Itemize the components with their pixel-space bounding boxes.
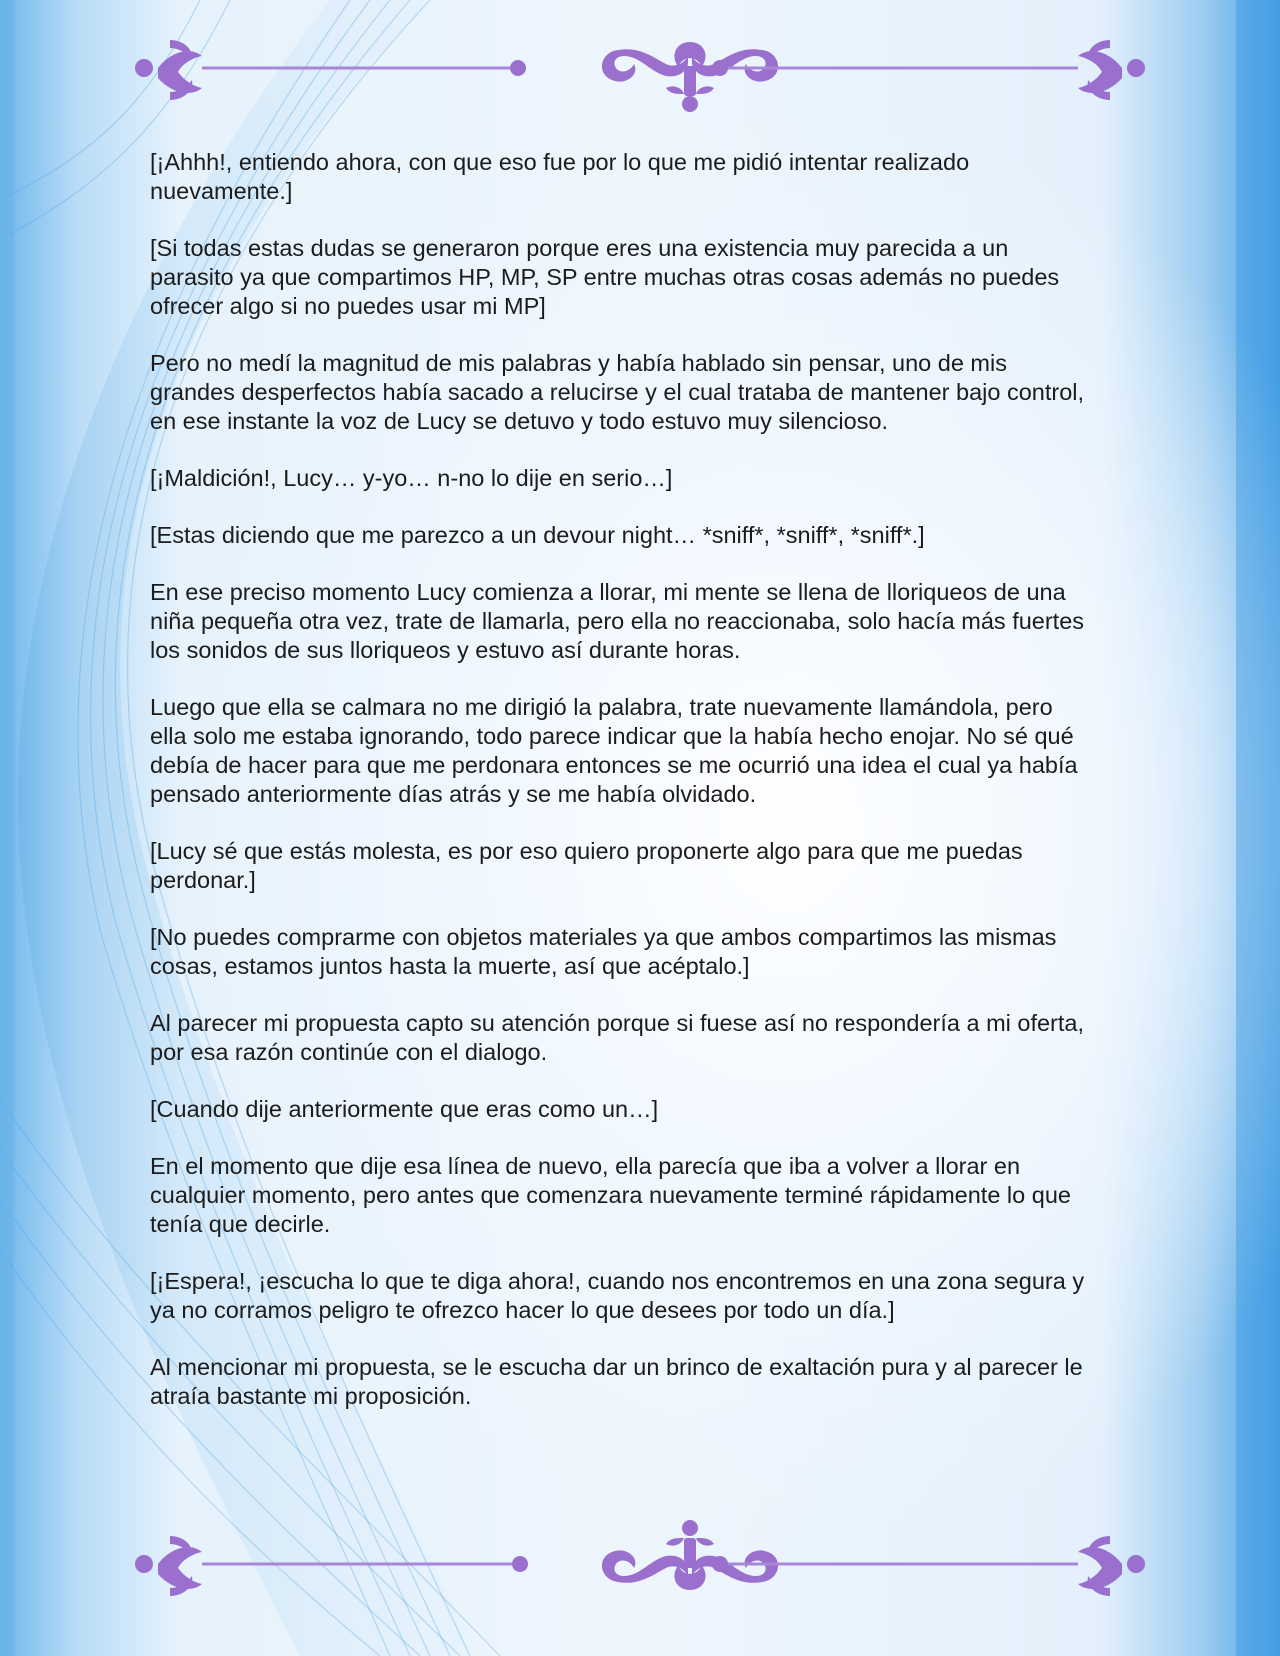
- paragraph: Al mencionar mi propuesta, se le escucha dar un brinco de exaltación pura y al parecer le atraía bastante mi proposición.: [150, 1354, 1083, 1409]
- paragraph: [¡Maldición!, Lucy… y-yo… n-no lo dije en serio…]: [150, 465, 673, 491]
- document-body: [150, 148, 1090, 1439]
- paragraph: [Cuando dije anteriormente que eras como un…]: [150, 1096, 659, 1122]
- paragraph: Al parecer mi propuesta capto su atención porque si fuese así no respondería a mi oferta, por esa razón continúe con el dialogo.: [150, 1010, 1085, 1065]
- paragraph: [Si todas estas dudas se generaron porque eres una existencia muy parecida a un parasito ya que compartimos HP, MP, SP entre muchas otras cosas además no puedes ofrecer algo si no puedes usar mi MP]: [150, 235, 1060, 319]
- paragraph: En ese preciso momento Lucy comienza a llorar, mi mente se llena de lloriqueos de una niña pequeña otra vez, trate de llamarla, pero ella no reaccionaba, solo hacía más fuertes los sonidos de sus lloriqueos y estuvo así durante horas.: [150, 579, 1085, 663]
- paragraph: Pero no medí la magnitud de mis palabras y había hablado sin pensar, uno de mis grandes desperfectos había sacado a relucirse y el cual trataba de mantener bajo control, en ese instante la voz de Lucy se detuvo y todo estuvo muy silencioso.: [150, 350, 1085, 434]
- paragraph: Luego que ella se calmara no me dirigió la palabra, trate nuevamente llamándola, pero ella solo me estaba ignorando, todo parece indicar que la había hecho enojar. No sé qué debía de hacer para que me perdonara entonces se me ocurrió una idea el cual ya había pensado anteriormente días atrás y se me había olvidado.: [150, 694, 1078, 807]
- paragraph: En el momento que dije esa línea de nuevo, ella parecía que iba a volver a llorar en cualquier momento, pero antes que comenzara nuevamente terminé rápidamente lo que tenía que decirle.: [150, 1153, 1071, 1237]
- scroll-flourish-icon: [130, 22, 1150, 122]
- paragraph: [¡Ahhh!, entiendo ahora, con que eso fue por lo que me pidió intentar realizado nuevamente.]: [150, 149, 970, 204]
- paragraph: [Lucy sé que estás molesta, es por eso quiero proponerte algo para que me puedas perdonar.]: [150, 838, 1023, 893]
- paragraph: [¡Espera!, ¡escucha lo que te diga ahora!, cuando nos encontremos en una zona segura y ya no corramos peligro te ofrezco hacer lo que desees por todo un día.]: [150, 1268, 1085, 1323]
- paragraph: [Estas diciendo que me parezco a un devour night… *sniff*, *sniff*, *sniff*.]: [150, 522, 925, 548]
- paragraph: [No puedes comprarme con objetos materiales ya que ambos compartimos las mismas cosas, estamos juntos hasta la muerte, así que acéptalo.]: [150, 924, 1057, 979]
- scroll-flourish-icon: [130, 1512, 1150, 1612]
